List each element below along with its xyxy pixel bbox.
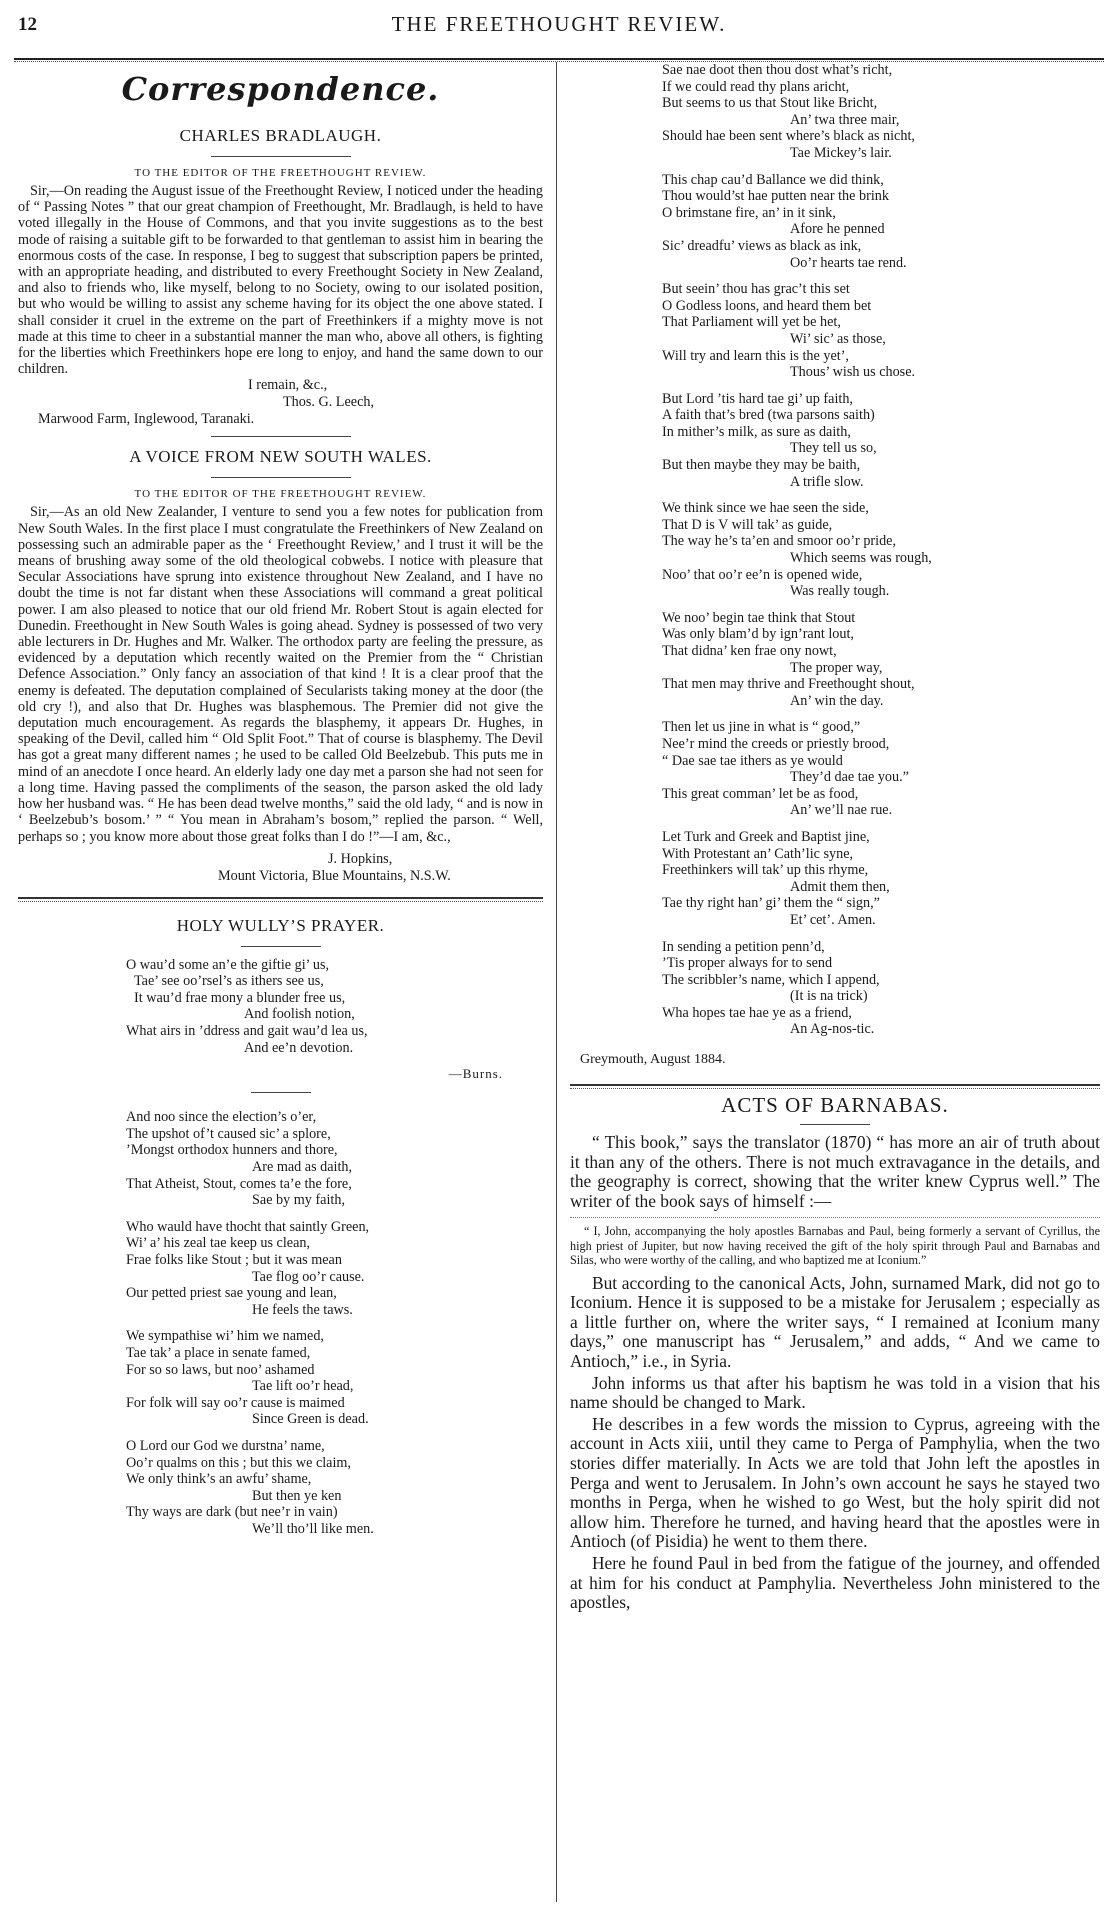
poem-line: An’ we’ll nae rue. bbox=[790, 802, 893, 819]
poem-line: O wau’d some an’e the giftie gi’ us, bbox=[126, 956, 330, 973]
title-rule bbox=[241, 946, 321, 947]
poem-line: That Atheist, Stout, comes ta’e the fore, bbox=[126, 1175, 352, 1192]
poem-line: (It is na trick) bbox=[790, 988, 868, 1005]
poem-line: Wha hopes tae hae ye as a friend, bbox=[662, 1004, 852, 1021]
poem-line: In sending a petition penn’d, bbox=[662, 938, 825, 955]
poem-epigraph bbox=[18, 957, 543, 1057]
poem-stanza bbox=[570, 610, 1100, 710]
poem-line: Noo’ that oo’r ee’n is opened wide, bbox=[662, 566, 863, 583]
poem-line: And foolish notion, bbox=[244, 1006, 355, 1023]
poem-line: For so so laws, but noo’ ashamed bbox=[126, 1361, 315, 1378]
poem-line: ’Tis proper always for to send bbox=[662, 955, 833, 972]
letter1-signature: Thos. G. Leech, bbox=[283, 394, 375, 411]
poem-line: We’ll tho’ll like men. bbox=[252, 1520, 374, 1537]
poem-stanza bbox=[570, 719, 1100, 819]
poem-continuation bbox=[570, 62, 1100, 1038]
poem-line: We noo’ begin tae think that Stout bbox=[662, 609, 856, 626]
poem-line: Tae tak’ a place in senate famed, bbox=[126, 1344, 311, 1361]
poem-line: For folk will say oo’r cause is maimed bbox=[126, 1394, 345, 1411]
poem-line: That men may thrive and Freethought shout, bbox=[662, 676, 915, 693]
poem-line: If we could read thy plans aricht, bbox=[662, 78, 850, 95]
journal-title: THE FREETHOUGHT REVIEW. bbox=[391, 12, 727, 36]
poem-line: Frae folks like Stout ; but it was mean bbox=[126, 1252, 342, 1269]
section-dotted-separator bbox=[18, 901, 543, 902]
poem-line: Admit them then, bbox=[790, 878, 890, 895]
poem-line: It wau’d frae mony a blunder free us, bbox=[134, 989, 346, 1006]
acts-paragraph: Here he found Paul in bed from the fatigue of the journey, and offended at him for his conduct at Pamphylia. Nevertheless John ministered to the apostles, bbox=[570, 1552, 1100, 1613]
letter2-to-editor: TO THE EDITOR OF THE FREETHOUGHT REVIEW. bbox=[134, 488, 427, 501]
letter2-address: Mount Victoria, Blue Mountains, N.S.W. bbox=[218, 867, 451, 884]
poem-line: A faith that’s bred (twa parsons saith) bbox=[662, 407, 875, 424]
poem-line: The way he’s ta’en and smoor oo’r pride, bbox=[662, 533, 897, 550]
letter2-body: Sir,—As an old New Zealander, I venture to send you a few notes for publication from New South Wales. In the first place I must congratulate the Freethinkers of New Zealand on possessing such an admirable paper as the ‘ Freethought Review,’ and I trust it will be the means of brushing away some of the old theological cobwebs. I notice with pleasure that Secular Associations have sprung into existence throughout New Zealand, and I have no doubt the time is not far distant when these Associations will command a great political power. I am also pleased to notice that our old friend Mr. Robert Stout is again elected for Dunedin. Freethought in New South Wales is going ahead. Sydney is possessed of two very able lecturers in Dr. Hughes and Mr. Walker. The orthodox party are feeling the pressure, as evidenced by a deputation which recently waited on the Premier from the “ Christian Defence Association.” Only fancy an association of that kind ! It is a clear proof that the enemy is defeated. The deputation complained of Secularists taking money at the door (the old cry !), and also that Dr. Hughes was blasphemous. The Premier did not give the deputation much encouragement. As regards the blasphemy, it appears Dr. Hughes, in speaking of the Devil, called him “ Old Split Foot.” That of course is blasphemy. The Devil has got a great many different names ; he used to be called Old Beelzebub. This puts me in mind of an anecdote I once heard. An elderly lady one day met a parson she had not seen for a long time. Having passed the compliments of the season, the parson asked the old lady how her husband was. “ He has been dead twelve months,” said the old lady, “ and is now in ‘ Beelzebub’s bosom.’ ” “ You mean in Abraham’s bosom,” replied the parson. “ Well, perhaps so ; you know more about those great folks than I do !”—I am, &c., bbox=[18, 504, 543, 845]
poem-stanza bbox=[570, 500, 1100, 600]
poem-line: But seems to us that Stout like Bricht, bbox=[662, 95, 878, 112]
poem-line: That didna’ ken frae ony nowt, bbox=[662, 643, 837, 659]
poem-line: But Lord ’tis hard tae gi’ up faith, bbox=[662, 390, 853, 407]
letter2-signature: J. Hopkins, bbox=[328, 850, 393, 867]
acts-paragraph: “ This book,” says the translator (1870) “ has more an air of truth about it than any of the others. There is not much extravagance in the details, and the geography is correct, showing that the writer knew Cyprus well.” The writer of the book says of himself :— bbox=[570, 1132, 1100, 1211]
poem-line: Let Turk and Greek and Baptist jine, bbox=[662, 828, 870, 845]
poem-line: Tae thy right han’ gi’ them the “ sign,” bbox=[662, 895, 880, 912]
poem-stanza bbox=[18, 1219, 543, 1319]
poem-line: The upshot of’t caused sic’ a splore, bbox=[126, 1125, 331, 1142]
poem-line: Thy ways are dark (but nee’r in vain) bbox=[126, 1504, 338, 1521]
poem-line: Tae flog oo’r cause. bbox=[252, 1268, 365, 1285]
poem-line: Afore he penned bbox=[790, 221, 885, 238]
poem-stanza bbox=[570, 939, 1100, 1039]
poem-line: Nee’r mind the creeds or priestly brood, bbox=[662, 735, 890, 752]
letter1-closing: I remain, &c., bbox=[248, 377, 328, 394]
poem-line: And ee’n devotion. bbox=[244, 1039, 354, 1056]
section-separator bbox=[18, 897, 543, 899]
poem-stanza bbox=[570, 829, 1100, 929]
poem-stanza bbox=[570, 172, 1100, 272]
section-rule bbox=[211, 436, 351, 437]
poem-line: An’ win the day. bbox=[790, 692, 884, 709]
poem-line: But seein’ thou has grac’t this set bbox=[662, 281, 850, 298]
title-rule bbox=[800, 1124, 870, 1125]
poem-line: ’Mongst orthodox hunners and thore, bbox=[126, 1142, 338, 1159]
poem-line: What airs in ’ddress and gait wau’d lea us, bbox=[126, 1023, 368, 1040]
poem-line: Tae’ see oo’rsel’s as ithers see us, bbox=[134, 973, 324, 990]
poem-line: But then maybe they may be baith, bbox=[662, 457, 861, 474]
poem-line: Oo’r qualms on this ; but this we claim, bbox=[126, 1454, 352, 1471]
section-dotted-separator bbox=[570, 1088, 1100, 1089]
poem-line: The proper way, bbox=[790, 659, 883, 676]
poem-line: They’d dae tae you.” bbox=[790, 769, 909, 786]
letter2-title: A VOICE FROM NEW SOUTH WALES. bbox=[129, 447, 432, 467]
poem-line: Oo’r hearts tae rend. bbox=[790, 254, 907, 271]
acts-paragraph: But according to the canonical Acts, John, surnamed Mark, did not go to Iconium. Hence it is supposed to be a mistake for Jerusalem ; especially as a little further on, where the writer says, “ I remained at Iconium many days,” one manuscript has “ Jerusalem,” and adds, “ And we came to Antioch,” i.e., in Syria. bbox=[570, 1272, 1100, 1372]
poem-line: Sae nae doot then thou dost what’s richt, bbox=[662, 62, 893, 78]
poem-line: The scribbler’s name, which I append, bbox=[662, 971, 880, 988]
poem-line: But then ye ken bbox=[252, 1487, 342, 1504]
poem-line: Was really tough. bbox=[790, 583, 890, 600]
left-column bbox=[18, 66, 543, 1548]
acts-paragraph: John informs us that after his baptism he was told in a vision that his name should be changed to Mark. bbox=[570, 1372, 1100, 1413]
poem-line: An Ag-nos-tic. bbox=[790, 1021, 875, 1038]
section-separator bbox=[570, 1084, 1100, 1086]
poem-line: Sae by my faith, bbox=[252, 1192, 345, 1209]
poem-line: With Protestant an’ Cath’lic syne, bbox=[662, 845, 854, 862]
poem-line: “ Dae sae tae ithers as ye would bbox=[662, 752, 843, 769]
poem-line: Et’ cet’. Amen. bbox=[790, 911, 876, 928]
poem-stanza bbox=[18, 1328, 543, 1428]
poem-line: Since Green is dead. bbox=[252, 1411, 369, 1428]
poem-line: We only think’s an awfu’ shame, bbox=[126, 1471, 312, 1488]
poem-line: Who wauld have thocht that saintly Green, bbox=[126, 1218, 370, 1235]
poem-stanza bbox=[570, 391, 1100, 491]
poem-line: Freethinkers will tak’ up this rhyme, bbox=[662, 862, 869, 879]
poem-line: Wi’ a’ his zeal tae keep us clean, bbox=[126, 1235, 311, 1252]
poem-stanza bbox=[570, 62, 1100, 162]
acts-paragraph: He describes in a few words the mission to Cyprus, agreeing with the account in Acts xiii, until they came to Perga of Pamphylia, when the two stories differ materially. In Acts we are told that John left the apostles in Perga and went to Jerusalem. In John’s own account he says he stayed two months in Perga, when he wished to go West, but the holy spirit did not allow him. Therefore he turned, and having heard that the apostles were in Antioch (of Pisidia) he went to them there. bbox=[570, 1413, 1100, 1552]
letter1-address: Marwood Farm, Inglewood, Taranaki. bbox=[38, 411, 255, 428]
poem-line: Sic’ dreadfu’ views as black as ink, bbox=[662, 237, 862, 254]
poem-line: Thous’ wish us chose. bbox=[790, 364, 916, 381]
poem-line: An’ twa three mair, bbox=[790, 111, 900, 128]
poem-line: A trifle slow. bbox=[790, 473, 864, 490]
poem-line: Which seems was rough, bbox=[790, 550, 932, 567]
header-rule bbox=[14, 58, 1104, 60]
page-number: 12 bbox=[18, 14, 37, 35]
stanza-rule bbox=[251, 1092, 311, 1093]
poem-line: That D is V will tak’ as guide, bbox=[662, 516, 833, 533]
poem-line: Thou would’st hae putten near the brink bbox=[662, 188, 889, 205]
title-rule bbox=[211, 477, 351, 478]
poem-title: HOLY WULLY’S PRAYER. bbox=[176, 915, 385, 935]
column-divider bbox=[556, 62, 557, 1902]
poem-line: They tell us so, bbox=[790, 440, 877, 457]
poem-line: We think since we hae seen the side, bbox=[662, 500, 869, 517]
right-column bbox=[570, 62, 1100, 1615]
title-rule bbox=[211, 156, 351, 157]
letter1-body: Sir,—On reading the August issue of the Freethought Review, I noticed under the heading of “ Passing Notes ” that our great champion of Freethought, Mr. Bradlaugh, is held to have voted illegally in the House of Commons, and that you invite suggestions as to the best mode of raising a suitable gift to be forwarded to that gentleman to assist him in bearing the enormous costs of the case. In response, I beg to suggest that subscription papers be printed, with an appropriate heading, and distributed to every Freethought Society in New Zealand, and also to friends who, like myself, belong to no Society, owing to our isolated position, but who would be willing to assist any scheme having for its object the one above stated. I shall consider it cruel in the extreme on the part of Freethinkers if a mighty move is not made at this time to cheer in a substantial manner the man who, above all others, is fighting for the liberties which Freethinkers hope ere long to enjoy, and hand the same down to our children. bbox=[18, 183, 543, 378]
poem-stanza bbox=[570, 281, 1100, 381]
poem-attribution: —Burns. bbox=[448, 1066, 503, 1082]
poem-line: O Godless loons, and heard them bet bbox=[662, 297, 872, 314]
acts-quote: “ I, John, accompanying the holy apostles Barnabas and Paul, being formerly a servant of Cyrillus, the high priest of Jupiter, but now having received the gift of the holy spirit through Paul and Barnabas and Silas, who were worthy of the calling, and who baptized me at Iconium.” bbox=[570, 1217, 1100, 1267]
poem-line: Was only blam’d by ign’rant lout, bbox=[662, 626, 854, 643]
poem-line: Then let us jine in what is “ good,” bbox=[662, 719, 861, 736]
poem-line: Should hae been sent where’s black as nicht, bbox=[662, 128, 915, 145]
poem-line: This chap cau’d Ballance we did think, bbox=[662, 171, 884, 188]
letter1-to-editor: TO THE EDITOR OF THE FREETHOUGHT REVIEW. bbox=[134, 167, 427, 179]
page-header bbox=[14, 8, 1104, 48]
acts-title: ACTS OF BARNABAS. bbox=[721, 1093, 949, 1118]
poem-line: In mither’s milk, as sure as daith, bbox=[662, 423, 851, 440]
poem-line: Tae Mickey’s lair. bbox=[790, 144, 892, 161]
poem-line: Will try and learn this is the yet’, bbox=[662, 347, 849, 364]
poem-line: Our petted priest sae young and lean, bbox=[126, 1285, 337, 1302]
poem-line: Are mad as daith, bbox=[252, 1159, 353, 1176]
poem-dateline: Greymouth, August 1884. bbox=[580, 1052, 726, 1068]
poem-stanza bbox=[18, 1438, 543, 1538]
poem-line: That Parliament will yet be het, bbox=[662, 314, 841, 331]
poem-line: Tae lift oo’r head, bbox=[252, 1378, 354, 1395]
poem-stanza bbox=[18, 1109, 543, 1209]
letter1-title: CHARLES BRADLAUGH. bbox=[179, 126, 382, 145]
poem-line: He feels the taws. bbox=[252, 1301, 353, 1318]
poem-line: We sympathise wi’ him we named, bbox=[126, 1328, 324, 1345]
poem-line: This great comman’ let be as food, bbox=[662, 785, 859, 802]
poem-line: O brimstane fire, an’ in it sink, bbox=[662, 204, 836, 221]
poem-line: Wi’ sic’ as those, bbox=[790, 330, 886, 347]
poem-line: O Lord our God we durstna’ name, bbox=[126, 1437, 325, 1454]
correspondence-heading: Correspondence. bbox=[121, 70, 440, 108]
poem-line: And noo since the election’s o’er, bbox=[126, 1109, 317, 1126]
